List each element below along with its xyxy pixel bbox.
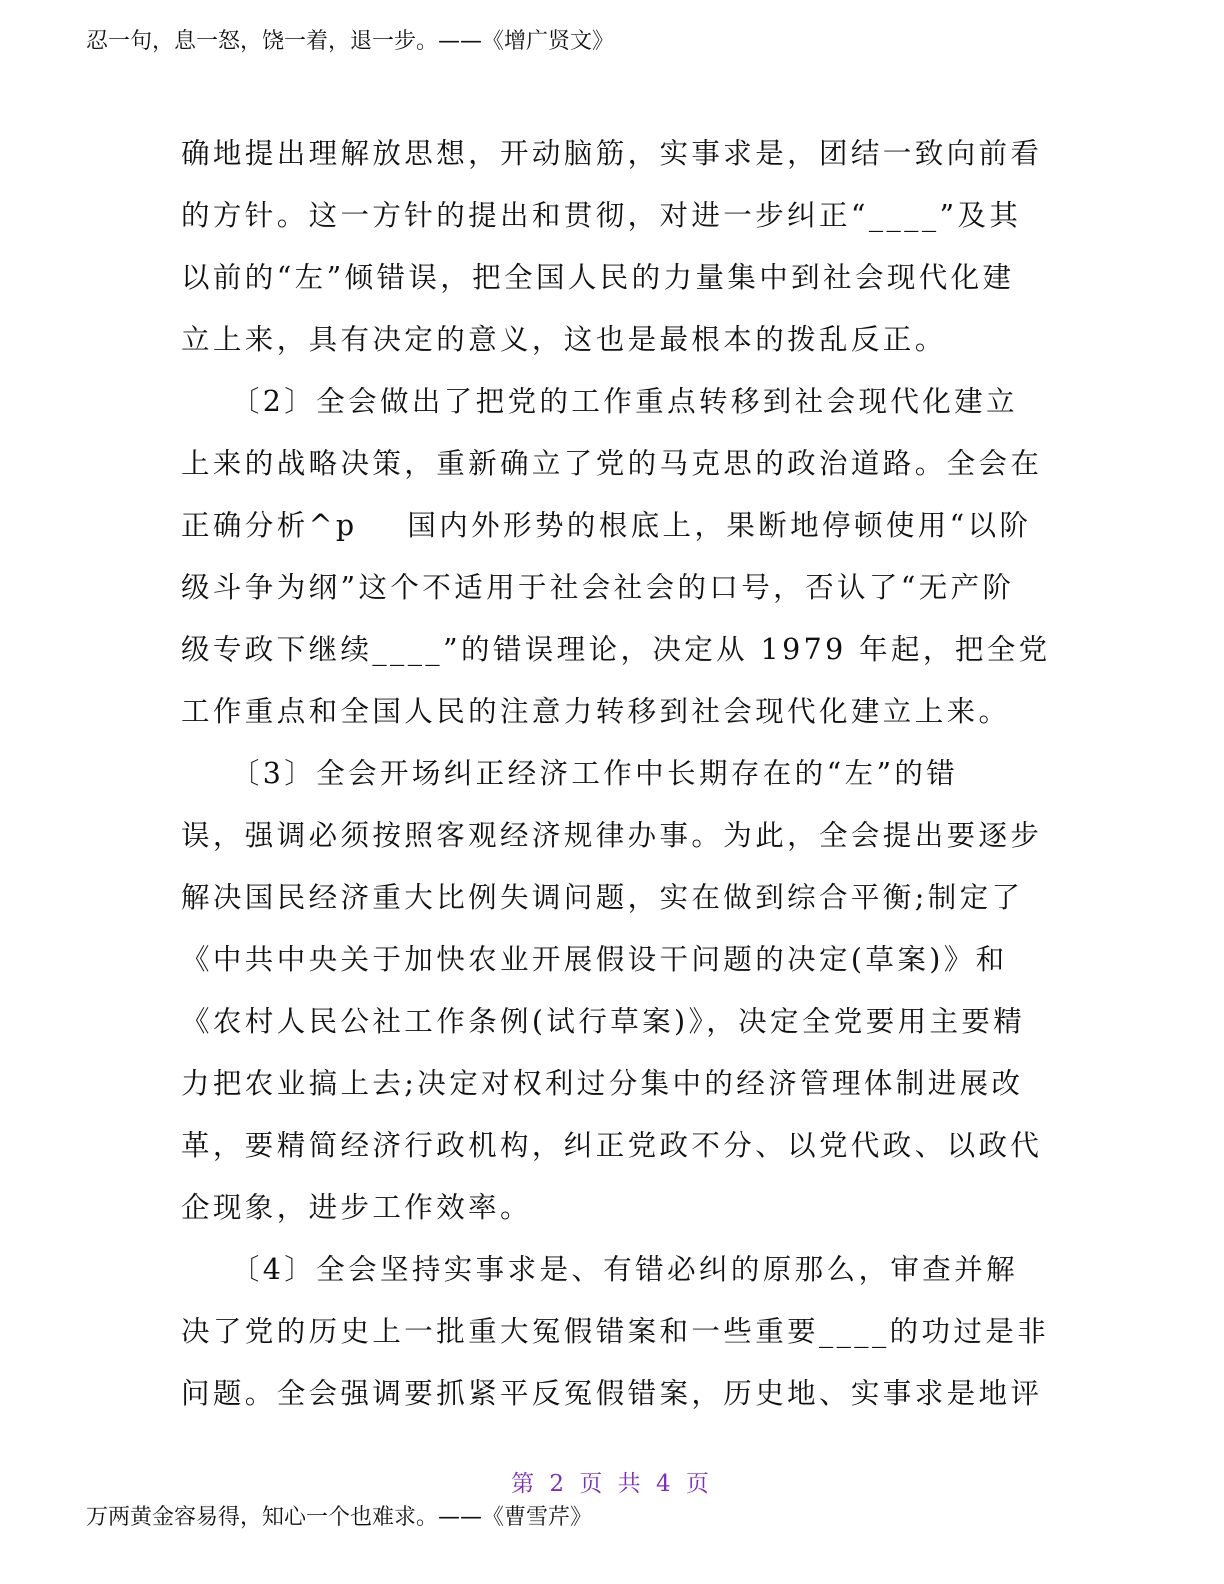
footer-quote: 万两黄金容易得，知心一个也难求。——《曹雪芹》 xyxy=(86,1505,593,1530)
header-quote: 忍一句，息一怒，饶一着，退一步。——《增广贤文》 xyxy=(86,29,615,54)
text-line: 《中共中央关于加快农业开展假设干问题的决定(草案)》和 xyxy=(181,943,1008,976)
text-line: 解决国民经济重大比例失调问题，实在做到综合平衡;制定了 xyxy=(181,881,1024,914)
text-line: 的方针。这一方针的提出和贯彻，对进一步纠正“____”及其 xyxy=(181,199,1022,232)
paragraph-2-start: 〔2〕全会做出了把党的工作重点转移到社会现代化建立 xyxy=(181,385,1018,418)
paragraph-3-start: 〔3〕全会开场纠正经济工作中长期存在的“左”的错 xyxy=(181,757,959,790)
text-line: 级专政下继续____”的错误理论，决定从 1979 年起，把全党 xyxy=(181,633,1051,666)
text-line: 问题。全会强调要抓紧平反冤假错案，历史地、实事求是地评 xyxy=(181,1377,1043,1410)
text-line: 力把农业搞上去;决定对权利过分集中的经济管理体制进展改 xyxy=(181,1067,1024,1100)
text-line: 革，要精简经济行政机构，纠正党政不分、以党代政、以政代 xyxy=(181,1129,1043,1162)
text-line: 正确分析^p 国内外形势的根底上，果断地停顿使用“以阶 xyxy=(181,509,1032,542)
text-line: 决了党的历史上一批重大冤假错案和一些重要____的功过是非 xyxy=(181,1315,1050,1348)
document-body xyxy=(181,123,1051,1425)
text-line: 上来的战略决策，重新确立了党的马克思的政治道路。全会在 xyxy=(181,447,1043,480)
text-line: 确地提出理解放思想，开动脑筋，实事求是，团结一致向前看 xyxy=(181,137,1043,170)
text-line: 《农村人民公社工作条例(试行草案)》，决定全党要用主要精 xyxy=(181,1005,1026,1038)
text-line: 工作重点和全国人民的注意力转移到社会现代化建立上来。 xyxy=(181,695,1011,728)
text-line: 误，强调必须按照客观经济规律办事。为此，全会提出要逐步 xyxy=(181,819,1043,852)
text-line: 立上来，具有决定的意义，这也是最根本的拨乱反正。 xyxy=(181,323,947,356)
text-line: 以前的“左”倾错误，把全国人民的力量集中到社会现代化建 xyxy=(181,261,1015,294)
paragraph-4-start: 〔4〕全会坚持实事求是、有错必纠的原那么，审查并解 xyxy=(181,1253,1018,1286)
text-line: 企现象，进步工作效率。 xyxy=(181,1191,532,1224)
page-number: 第 2 页 共 4 页 xyxy=(511,1471,713,1497)
text-line: 级斗争为纲”这个不适用于社会社会的口号，否认了“无产阶 xyxy=(181,571,1015,604)
